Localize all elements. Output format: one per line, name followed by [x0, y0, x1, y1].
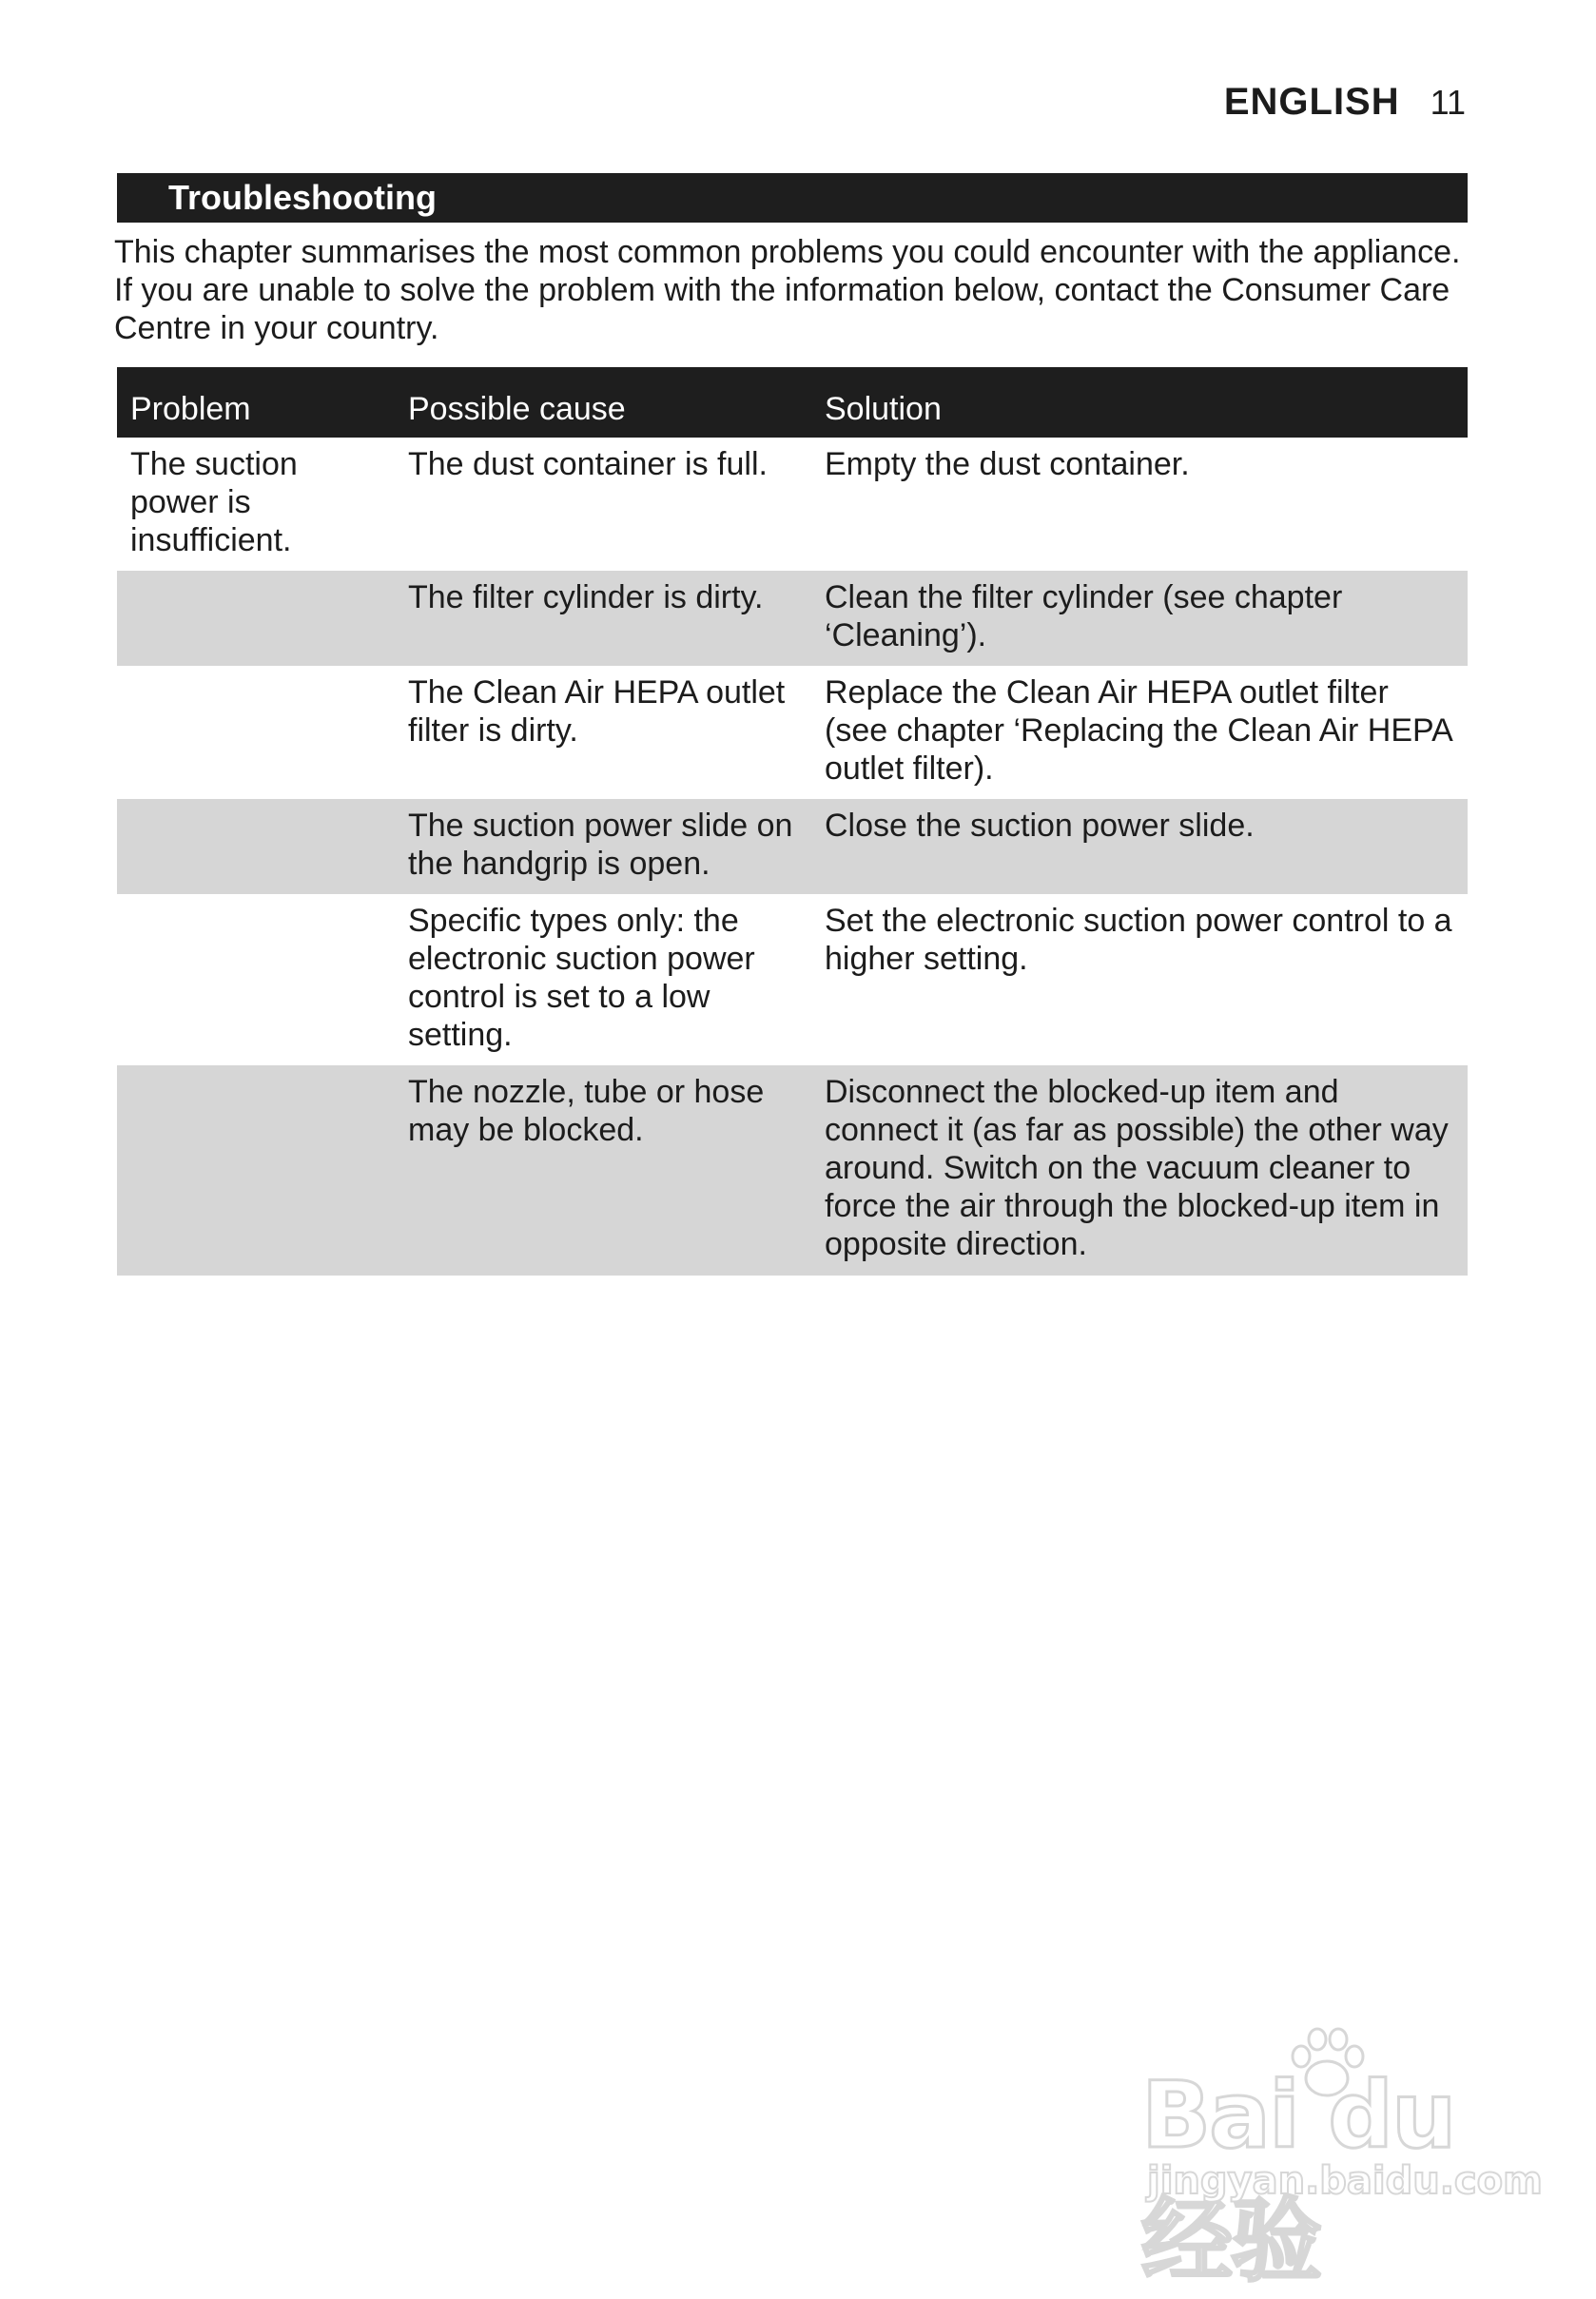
cell-solution: Disconnect the blocked-up item and connect it (as far as possible) the other way around. Switch on the vacuum cleaner to force the air through the blocked-up item in opposite direction. — [811, 1065, 1468, 1276]
watermark-url: jingyan.baidu.com — [1147, 2159, 1543, 2203]
language-label: ENGLISH — [1223, 81, 1400, 123]
header-problem: Problem — [117, 367, 395, 438]
cell-cause: The filter cylinder is dirty. — [395, 571, 811, 666]
cell-problem — [117, 666, 395, 799]
cell-solution: Empty the dust container. — [825, 446, 1190, 482]
table-row — [117, 1065, 1468, 1276]
troubleshooting-table — [117, 367, 1468, 1276]
cell-cause: The nozzle, tube or hose may be blocked. — [395, 1065, 811, 1276]
cell-cause: The dust container is full. — [408, 446, 768, 482]
cell-solution: Set the electronic suction power control to a higher setting. — [825, 903, 1452, 977]
cell-problem — [117, 1065, 395, 1276]
cell-cause: The suction power slide on the handgrip is open. — [395, 799, 811, 894]
table-row — [117, 438, 1468, 571]
cell-solution: Close the suction power slide. — [811, 799, 1468, 894]
intro-paragraph: This chapter summarises the most common problems you could encounter with the appliance. If you are unable to solve the problem with the information below, contact the Consumer Care Centre in your country. — [114, 234, 1461, 346]
cell-problem — [117, 571, 395, 666]
table-row — [117, 571, 1468, 666]
cell-problem — [117, 799, 395, 894]
table-row — [117, 666, 1468, 799]
table-row — [117, 799, 1468, 894]
header-cause: Possible cause — [395, 367, 811, 438]
watermark-logo-text: Bai du 经验 — [1141, 2062, 1455, 2294]
section-title: Troubleshooting — [117, 173, 1468, 223]
baidu-watermark — [1132, 2026, 1543, 2294]
table-row — [117, 894, 1468, 1065]
cell-solution: Clean the filter cylinder (see chapter ‘Cleaning’). — [811, 571, 1468, 666]
cell-problem — [117, 894, 395, 1065]
page-number: 11 — [1430, 83, 1466, 122]
cell-solution: Replace the Clean Air HEPA outlet filter (see chapter ‘Replacing the Clean Air HEPA outlet filter). — [825, 674, 1451, 787]
table-header-row — [117, 367, 1468, 438]
cell-problem: The suction power is insufficient. — [130, 446, 298, 558]
page-header — [1224, 78, 1466, 127]
cell-cause: The Clean Air HEPA outlet filter is dirty. — [408, 674, 786, 749]
cell-cause: Specific types only: the electronic suction power control is set to a low setting. — [408, 903, 755, 1053]
header-solution: Solution — [811, 367, 1468, 438]
